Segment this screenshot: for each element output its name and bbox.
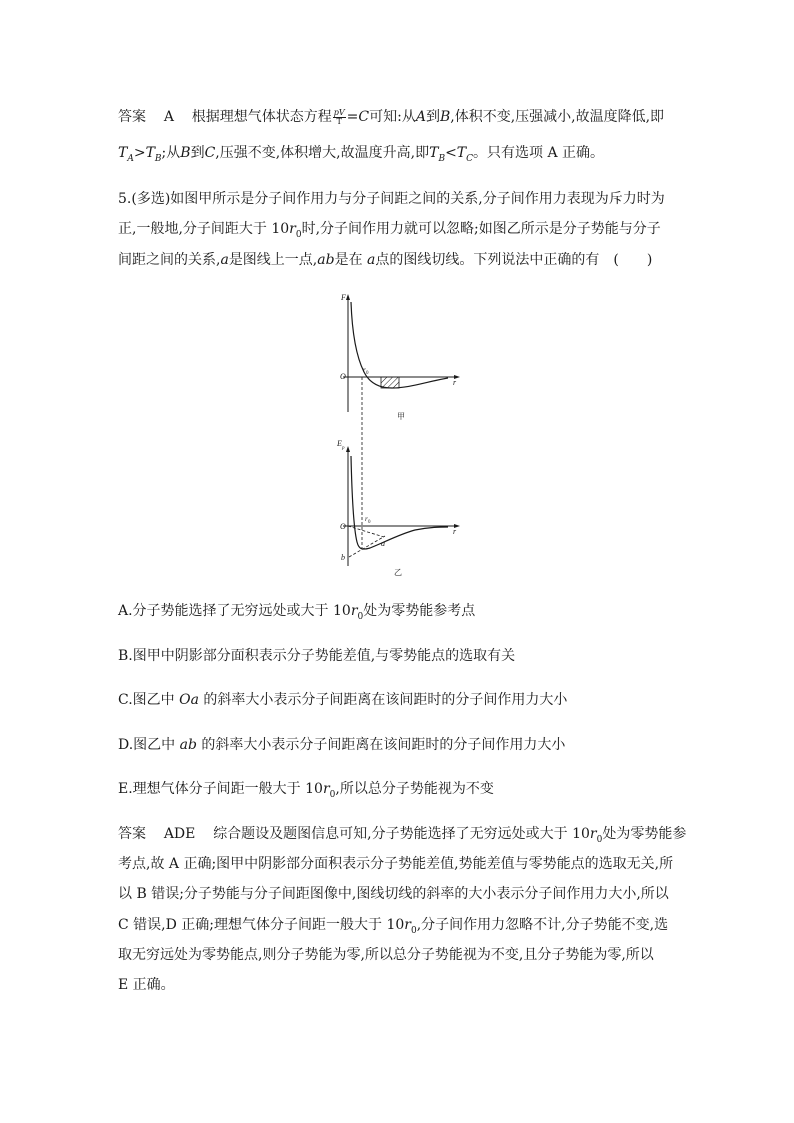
answer5-line4: C 错误,D 正确;理想气体分子间距一般大于 $10r_0$,分子间作用力忽略不计,分子势能不变,选 [118,917,669,936]
jia-shaded-area [381,377,399,388]
answer-letter: A [163,109,174,125]
question5-line2: 正,一般地,分子间距大于 $10r_0$时,分子间作用力就可以忽略;如图乙所示是分子势能与分子 [118,221,661,240]
graph-jia [340,293,460,421]
yi-caption: 乙 [394,568,402,577]
yi-y-arrow [346,446,350,452]
yi-r0-sub: 0 [368,520,371,525]
answer4-line1: 答案 A 根据理想气体状态方程 $\frac{pV}{T}$ =C可知:从A到B,体积不变,压强减小,故温度降低,即 [118,107,665,126]
yi-potential-curve [351,456,448,549]
yi-Ep-label: E [337,439,342,448]
jia-r0-sub: 0 [366,371,369,376]
jia-F-label: F [341,293,346,302]
molecular-force-potential-figure [330,288,470,584]
answer4-line2: $T_A>T_B$;从B到C,压强不变,体积增大,故温度升高,即$T_B<T_C$。只有选项 A 正确。 [118,145,605,164]
yi-O-label: O [340,522,346,531]
answer5-line6: E 正确。 [118,977,175,993]
yi-point-a: a [381,539,385,548]
answer-label: 答案 [118,109,146,125]
graph-yi [336,439,460,577]
jia-r0-label: r [363,366,366,374]
answer-label: 答案 [118,826,146,842]
answer5-line1: 答案 ADE 综合题设及题图信息可知,分子势能选择了无穷远处或大于 $10r_0$处为零势能参 [118,826,687,845]
option-B: B.图甲中阴影部分面积表示分子势能差值,与零势能点的选取有关 [118,648,516,664]
option-D: D.图乙中 ab 的斜率大小表示分子间距离在该间距时的分子间作用力大小 [118,737,566,753]
answer-text: 根据理想气体状态方程 [191,109,332,125]
fraction-pv-t: $\frac{pV}{T}$ [333,107,345,126]
yi-tangent-ab [349,536,385,557]
option-A: A.分子势能选择了无穷远处或大于 $10r_0$处为零势能参考点 [118,603,476,622]
option-C: C.图乙中 Oa 的斜率大小表示分子间距离在该间距时的分子间作用力大小 [118,692,568,708]
yi-Ep-sub: p [342,446,345,451]
jia-O-label: O [340,372,346,381]
yi-line-Oa [348,526,384,537]
jia-r-label: r [453,378,457,387]
answer5-line2: 考点,故 A 正确;图甲中阴影部分面积表示分子势能差值,势能差值与零势能点的选取无关,所 [118,856,674,872]
answer5-line3: 以 B 错误;分子势能与分子间距图像中,图线切线的斜率的大小表示分子间作用力大小,所以 [118,886,669,902]
question5-line1: 5.(多选)如图甲所示是分子间作用力与分子间距之间的关系,分子间作用力表现为斥力时为 [118,191,665,207]
answer5-line5: 取无穷远处为零势能点,则分子势能为零,所以总分子势能视为不变,且分子势能为零,所以 [118,947,654,963]
yi-point-b: b [341,553,345,562]
option-E: E.理想气体分子间距一般大于 $10r_0$,所以总分子势能视为不变 [118,781,494,800]
yi-r0-label: r [365,515,368,523]
yi-r-label: r [453,527,457,536]
question5-line3: 间距之间的关系,a是图线上一点,ab是在 a点的图线切线。下列说法中正确的有 ( ) [118,252,653,268]
jia-caption: 甲 [397,412,405,421]
answer-letters: ADE [163,826,196,842]
jia-y-arrow [346,294,350,300]
